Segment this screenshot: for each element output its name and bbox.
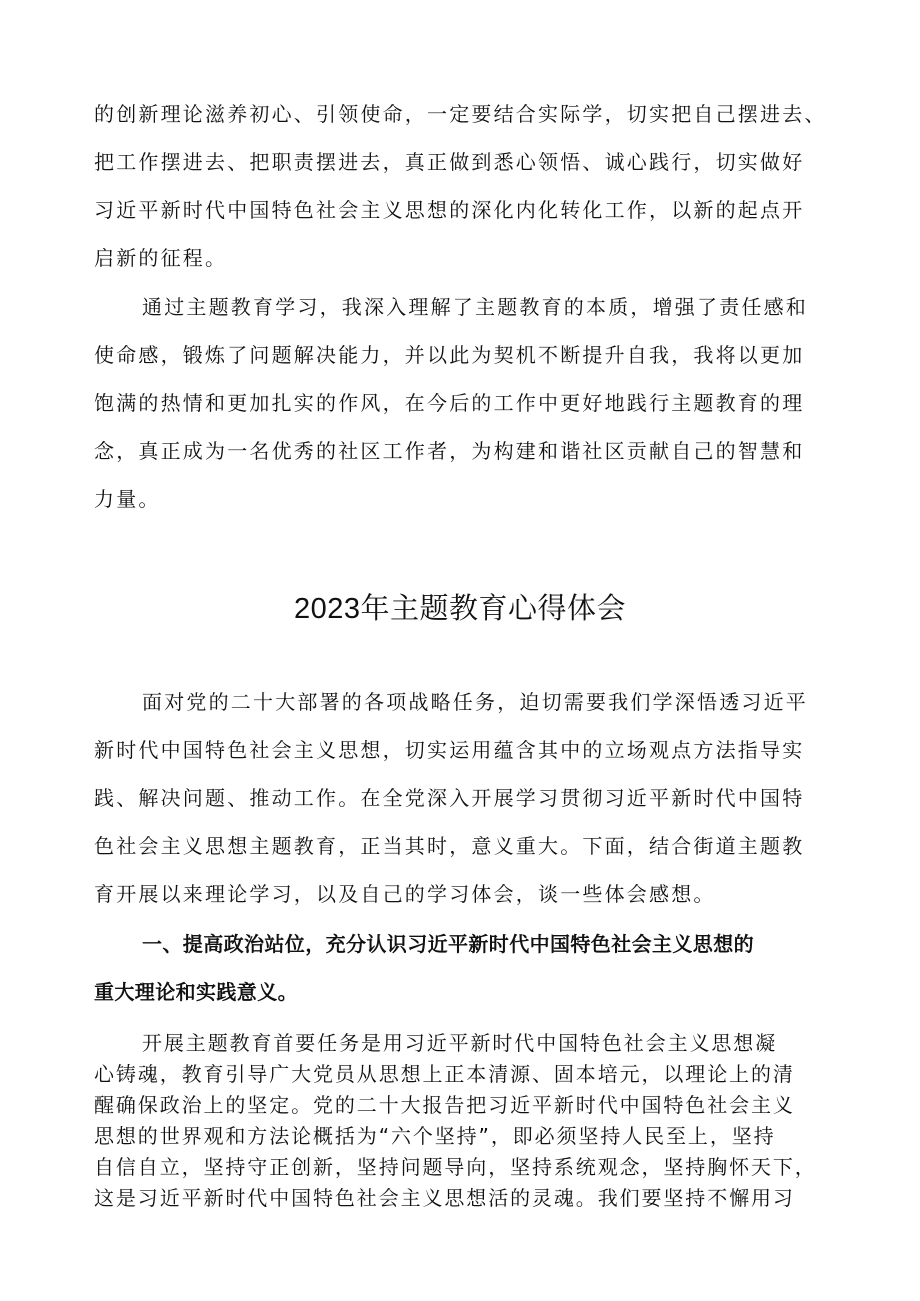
text-line: 启新的征程。: [94, 246, 228, 270]
text-line: 新时代中国特色社会主义思想，切实运用蕴含其中的立场观点方法指导实: [94, 738, 805, 762]
text-line: 色社会主义思想主题教育，正当其时，意义重大。下面，结合街道主题教: [94, 834, 805, 858]
section-heading-1: [94, 920, 834, 1016]
text-line: 醒确保政治上的坚定。党的二十大报告把习近平新时代中国特色社会主义: [94, 1093, 795, 1117]
paragraph-intro: [94, 678, 834, 918]
text-line: 力量。: [94, 487, 161, 511]
text-line: 思想的世界观和方法论概括为“六个坚持”，即必须坚持人民至上，坚持: [94, 1124, 776, 1148]
paragraph-body: [94, 1028, 834, 1214]
text-line: 育开展以来理论学习，以及自己的学习体会，谈一些体会感想。: [94, 882, 716, 906]
text-line: 的创新理论滋养初心、引领使命，一定要结合实际学，切实把自己摆进去、: [94, 102, 827, 126]
text-line: 通过主题教育学习，我深入理解了主题教育的本质，增强了责任感和: [142, 295, 808, 319]
heading-line: 一、提高政治站位，充分认识习近平新时代中国特色社会主义思想的: [142, 932, 754, 956]
text-line: 面对党的二十大部署的各项战略任务，迫切需要我们学深悟透习近平: [142, 690, 808, 714]
text-line: 习近平新时代中国特色社会主义思想的深化内化转化工作，以新的起点开: [94, 198, 805, 222]
document-title: 2023年主题教育心得体会: [293, 593, 626, 625]
text-line: 使命感，锻炼了问题解决能力，并以此为契机不断提升自我，我将以更加: [94, 343, 805, 367]
text-line: 把工作摆进去、把职责摆进去，真正做到悉心领悟、诚心践行，切实做好: [94, 150, 805, 174]
paragraph-summary: [94, 283, 834, 523]
text-line: 饱满的热情和更加扎实的作风，在今后的工作中更好地践行主题教育的理: [94, 391, 805, 415]
text-line: 念，真正成为一名优秀的社区工作者，为构建和谐社区贡献自己的智慧和: [94, 439, 805, 463]
text-line: 开展主题教育首要任务是用习近平新时代中国特色社会主义思想凝: [142, 1031, 778, 1055]
heading-line: 重大理论和实践意义。: [94, 980, 298, 1004]
text-line: 自信自立，坚持守正创新，坚持问题导向，坚持系统观念，坚持胸怀天下，: [94, 1155, 817, 1179]
text-line: 践、解决问题、推动工作。在全党深入开展学习贯彻习近平新时代中国特: [94, 786, 805, 810]
paragraph-continuation: [94, 90, 834, 282]
text-line: 这是习近平新时代中国特色社会主义思想活的灵魂。我们要坚持不懈用习: [94, 1186, 795, 1210]
text-line: 心铸魂，教育引导广大党员从思想上正本清源、固本培元，以理论上的清: [94, 1062, 795, 1086]
